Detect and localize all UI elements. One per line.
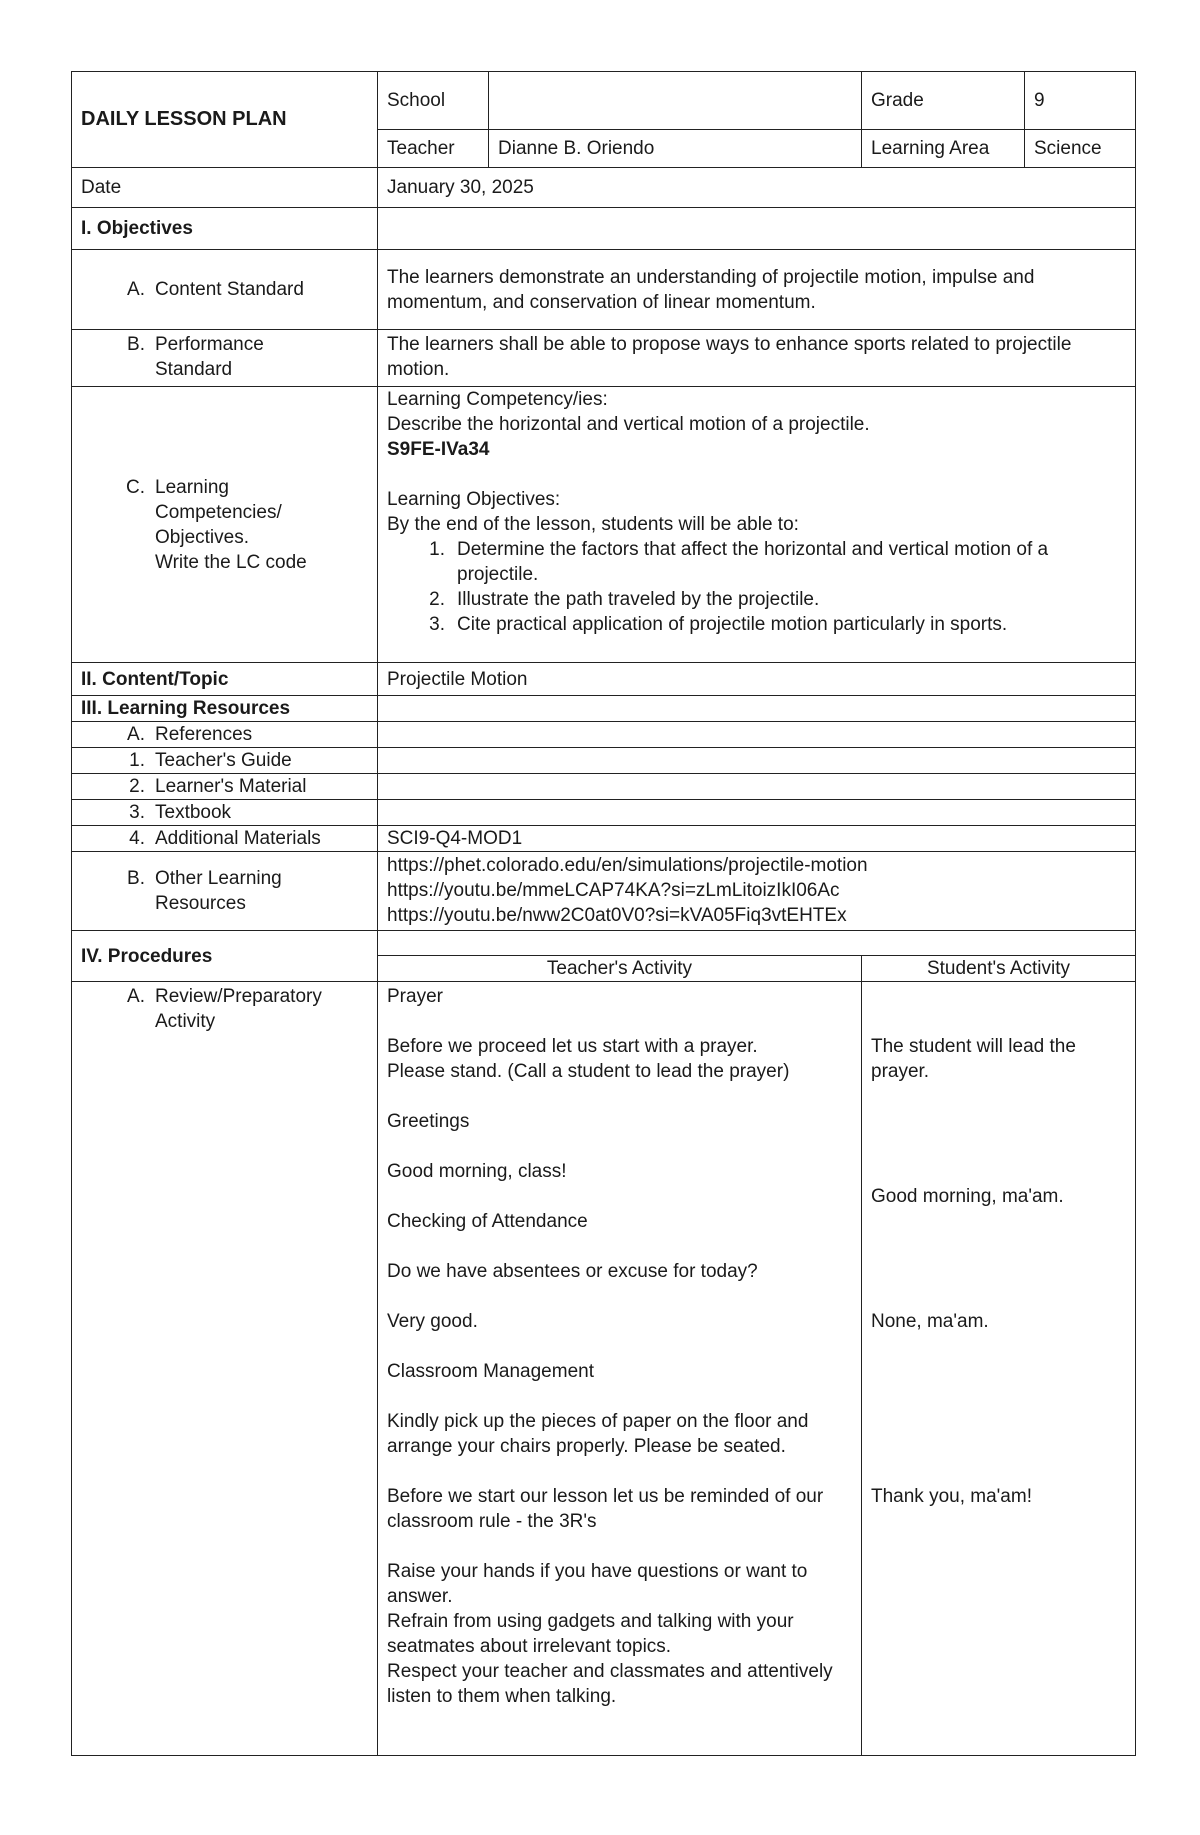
teacher-value: Dianne B. Oriendo [489,130,862,168]
textbook-label-cell [72,800,378,826]
student-none: None, ma'am. [871,1311,989,1332]
student-greeting: Good morning, ma'am. [871,1186,1064,1207]
learners-material-label: Learner's Material [155,776,307,797]
textbook-label: Textbook [155,802,232,823]
list-item [387,587,1126,612]
teachers-guide-label: Teacher's Guide [155,750,292,771]
additional-materials-row [72,826,1136,852]
learners-material-row [72,774,1136,800]
list-item-text: Determine the factors that affect the horizontal and vertical motion of a projectile. [457,539,1049,585]
resources-heading: III. Learning Resources [72,696,378,722]
content-standard-row [72,250,1136,330]
other-resources-label-line2: Resources [155,893,246,914]
review-label-line2: Activity [155,1011,216,1032]
lesson-plan-sheet [71,71,1135,1756]
review-label-cell [72,982,378,1756]
student-activity-header: Student's Activity [862,956,1136,982]
procedures-heading-row [72,931,1136,956]
date-value: January 30, 2025 [378,168,1136,208]
resource-link[interactable]: https://phet.colorado.edu/en/simulations/projectile-motion [387,855,868,876]
lc-heading: Learning Competency/ies: [387,389,608,410]
resource-link[interactable]: https://youtu.be/mmeLCAP74KA?si=zLmLitoizIkI06Ac [387,880,840,901]
rule-text: Before we start our lesson let us be reminded of our classroom rule - the 3R's [387,1486,824,1532]
greetings-heading: Greetings [387,1111,470,1132]
other-resources-marker: B. [127,868,145,889]
competencies-label-line2: Competencies/ [155,501,282,523]
performance-standard-value: The learners shall be able to propose ways to enhance sports related to projectile motion. [378,330,1136,387]
list-item-number: 1. [429,539,445,560]
additional-materials-value: SCI9-Q4-MOD1 [378,826,1136,852]
rule-1: Raise your hands if you have questions or want to answer. [387,1561,808,1607]
competencies-row [72,387,1136,663]
attendance-text: Do we have absentees or excuse for today? [387,1261,758,1282]
student-activity-cell [862,982,1136,1756]
classroom-heading: Classroom Management [387,1361,594,1382]
additional-materials-marker: 4. [129,828,145,849]
performance-standard-label-line2: Standard [155,359,233,380]
list-item-text: Illustrate the path traveled by the projectile. [457,589,820,610]
learners-material-value [378,774,1136,800]
prayer-text-2: Please stand. (Call a student to lead the prayer) [387,1061,790,1082]
competencies-value-cell [378,387,1136,663]
other-resources-row [72,852,1136,931]
references-label: References [155,724,253,745]
document-title: DAILY LESSON PLAN [72,72,378,168]
other-resources-links [378,852,1136,931]
references-marker: A. [127,724,145,745]
classroom-text: Kindly pick up the pieces of paper on the floor and arrange your chairs properly. Please be seated. [387,1411,809,1457]
student-prayer: The student will lead the prayer. [871,1036,1076,1082]
competencies-label-line1: Learning [155,476,229,498]
grade-value: 9 [1025,72,1136,130]
textbook-value [378,800,1136,826]
resources-heading-row [72,696,1136,722]
objectives-heading: I. Objectives [72,208,378,250]
learning-area-value: Science [1025,130,1136,168]
lo-intro: By the end of the lesson, students will be able to: [387,514,799,535]
objectives-list [387,537,1126,637]
competencies-label-cell [72,387,378,663]
greetings-text: Good morning, class! [387,1161,567,1182]
competencies-marker: C. [126,476,145,498]
list-item-text: Cite practical application of projectile motion particularly in sports. [457,614,1008,635]
learning-area-label: Learning Area [862,130,1025,168]
references-row [72,722,1136,748]
school-label: School [378,72,489,130]
review-marker: A. [127,986,145,1007]
list-item-number: 2. [429,589,445,610]
textbook-marker: 3. [129,802,145,823]
learners-material-marker: 2. [129,776,145,797]
procedures-heading: IV. Procedures [72,931,378,982]
content-standard-label: Content Standard [155,279,304,300]
additional-materials-label-cell [72,826,378,852]
additional-materials-label: Additional Materials [155,828,321,849]
date-row [72,168,1136,208]
learners-material-label-cell [72,774,378,800]
competencies-label-line4: Write the LC code [155,551,307,573]
references-label-cell [72,722,378,748]
rule-2: Refrain from using gadgets and talking with your seatmates about irrelevant topics. [387,1611,794,1657]
teachers-guide-value [378,748,1136,774]
list-item [387,612,1126,637]
lo-heading: Learning Objectives: [387,489,561,510]
other-resources-label-cell [72,852,378,931]
teacher-activity-cell [378,982,862,1756]
rule-3: Respect your teacher and classmates and attentively listen to them when talking. [387,1661,833,1707]
content-topic-label: II. Content/Topic [72,663,378,696]
objectives-heading-empty [378,208,1136,250]
procedures-heading-empty [378,931,1136,956]
performance-standard-row [72,330,1136,387]
lc-code: S9FE-IVa34 [387,439,490,460]
list-item-number: 3. [429,614,445,635]
other-resources-label-line1: Other Learning [155,868,282,889]
objectives-heading-row [72,208,1136,250]
prayer-heading: Prayer [387,986,443,1007]
lc-text: Describe the horizontal and vertical motion of a projectile. [387,414,870,435]
content-standard-marker: A. [127,279,145,300]
content-standard-label-cell [72,250,378,330]
teacher-label: Teacher [378,130,489,168]
competencies-label-line3: Objectives. [155,526,249,548]
teachers-guide-marker: 1. [129,750,145,771]
prayer-text-1: Before we proceed let us start with a prayer. [387,1036,758,1057]
resource-link[interactable]: https://youtu.be/nww2C0at0V0?si=kVA05Fiq3vtEHTEx [387,905,847,926]
list-item [387,537,1126,587]
review-activity-row [72,982,1136,1756]
content-topic-row [72,663,1136,696]
very-good-text: Very good. [387,1311,478,1332]
content-topic-value: Projectile Motion [378,663,1136,696]
header-row-1 [72,72,1136,130]
references-value [378,722,1136,748]
teacher-activity-header: Teacher's Activity [378,956,862,982]
textbook-row [72,800,1136,826]
resources-heading-empty [378,696,1136,722]
student-thanks: Thank you, ma'am! [871,1486,1032,1507]
teachers-guide-label-cell [72,748,378,774]
lesson-plan-table [71,71,1136,1756]
performance-standard-label-line1: Performance [155,334,264,355]
performance-standard-marker: B. [127,334,145,355]
teachers-guide-row [72,748,1136,774]
content-standard-value: The learners demonstrate an understanding of projectile motion, impulse and momentum, and conservation of linear momentum. [378,250,1136,330]
review-label-line1: Review/Preparatory [155,986,322,1007]
date-label: Date [72,168,378,208]
grade-label: Grade [862,72,1025,130]
school-value [489,72,862,130]
attendance-heading: Checking of Attendance [387,1211,588,1232]
performance-standard-label-cell [72,330,378,387]
